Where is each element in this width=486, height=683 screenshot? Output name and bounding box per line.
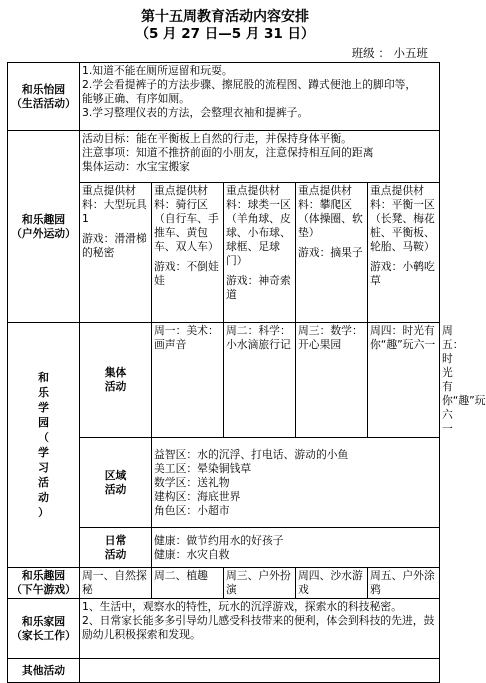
life-line: 1.知道不能在厕所逗留和玩耍。 <box>82 64 233 77</box>
outdoor-row <box>8 131 440 183</box>
outdoor-day-2: 重点提供材料：骑行区（自行车、手推车、黄包车、双人车） 游戏：不倒娃娃 <box>152 183 224 323</box>
area-line: 美工区：晕染铜钱草 <box>154 461 252 475</box>
study-section-label: 和 乐 学 园 （ 学 习 活 动 ） <box>8 323 80 568</box>
study-group-row: 和 乐 学 园 （ 学 习 活 动 ） 集体 活动 周一：美术：画声音 周二：科学：小水滴旅行记 周三：数学：开心果园 周四：时光有你“趣”玩六一 周五：时光有你“趣”玩六一 <box>8 323 440 438</box>
outdoor-line: 注意事项：知道不推挤前面的小朋友，注意保持相互间的距离 <box>82 146 374 159</box>
daily-line: 健康：水灾自救 <box>154 547 230 561</box>
afternoon-day-3: 周三、户外扮演 <box>224 568 296 599</box>
home-line: 1、生活中，观察水的特性，玩水的沉浮游戏，探索水的科技秘密。 <box>82 600 402 613</box>
class-label: 班级 ： 小五班 <box>351 46 428 60</box>
home-row <box>8 599 440 659</box>
other-row <box>8 659 440 683</box>
area-activity-content <box>152 438 440 528</box>
afternoon-row <box>8 568 440 599</box>
group-activity-day-3: 周三：数学：开心果园 <box>296 323 368 438</box>
area-line: 建构区：海底世界 <box>154 489 241 503</box>
afternoon-day-1: 周一、自然探秘 <box>80 568 152 599</box>
area-line: 角色区：小超市 <box>154 503 230 517</box>
other-section-label: 其他活动 <box>8 659 80 683</box>
daily-activity-content <box>152 528 440 568</box>
afternoon-day-5: 周五、户外涂鸦 <box>368 568 440 599</box>
page-title: 第十五周教育活动内容安排 <box>141 9 309 25</box>
life-line: 2.学会看提裤子的方法步骤、擦屁股的流程图、蹲式便池上的脚印等， <box>82 78 417 91</box>
outdoor-line: 活动目标：能在平衡板上自然的行走，并保持身体平衡。 <box>82 132 352 145</box>
group-activity-day-4: 周四：时光有你“趣”玩六一 <box>368 323 440 438</box>
outdoor-day-3: 重点提供材料：球类一区（羊角球、皮球、小布球、球框、足球门） 游戏：神奇索道 <box>224 183 296 323</box>
outdoor-day-4: 重点提供材料：攀爬区（体操圈、软垫） 游戏：摘果子 <box>296 183 368 323</box>
group-activity-day-2: 周二：科学：小水滴旅行记 <box>224 323 296 438</box>
group-activity-day-1: 周一：美术：画声音 <box>152 323 224 438</box>
life-content <box>80 63 440 131</box>
home-section-label: 和乐家园 （家长工作） <box>8 599 80 659</box>
area-activity-label: 区域 活动 <box>80 438 152 528</box>
afternoon-section-label: 和乐趣园 （下午游戏） <box>8 568 80 599</box>
afternoon-day-2: 周二、植趣 <box>152 568 224 599</box>
outdoor-day-5: 重点提供材料：平衡一区（长凳、梅花桩、平衡板、轮胎、马鞍） 游戏：小鹌吃草 <box>368 183 440 323</box>
outdoor-day-1: 重点提供材料：大型玩具1 游戏：滑滑梯的秘密 <box>80 183 152 323</box>
area-line: 益智区：水的沉浮、打电话、游动的小鱼 <box>154 447 349 461</box>
home-line: 2、日常家长能多多引导幼儿感受科技带来的便利，体会到科技的先进，鼓励幼儿积极探索和发现。 <box>82 614 435 641</box>
daily-line: 健康：做节约用水的好孩子 <box>154 533 284 547</box>
outdoor-line: 集体运动：水宝宝搬家 <box>82 160 190 173</box>
life-section-label: 和乐怡园 （生活活动） <box>8 63 80 131</box>
outdoor-goals <box>80 131 440 183</box>
life-line: 能够正确、有序如厕。 <box>82 92 190 105</box>
weekly-schedule-table <box>7 62 486 683</box>
home-content <box>80 599 440 659</box>
group-activity-label: 集体 活动 <box>80 323 152 438</box>
date-range: （5 月 27 日—5 月 31 日） <box>135 26 315 42</box>
afternoon-day-4: 周四、沙水游戏 <box>296 568 368 599</box>
outdoor-section-label: 和乐趣园 （户外运动） <box>8 131 80 323</box>
life-line: 3.学习整理仪表的方法，会整理衣袖和提裤子。 <box>82 106 309 119</box>
area-line: 数学区：送礼物 <box>154 475 230 489</box>
daily-activity-label: 日常 活动 <box>80 528 152 568</box>
life-row <box>8 63 440 131</box>
other-content <box>80 659 440 683</box>
